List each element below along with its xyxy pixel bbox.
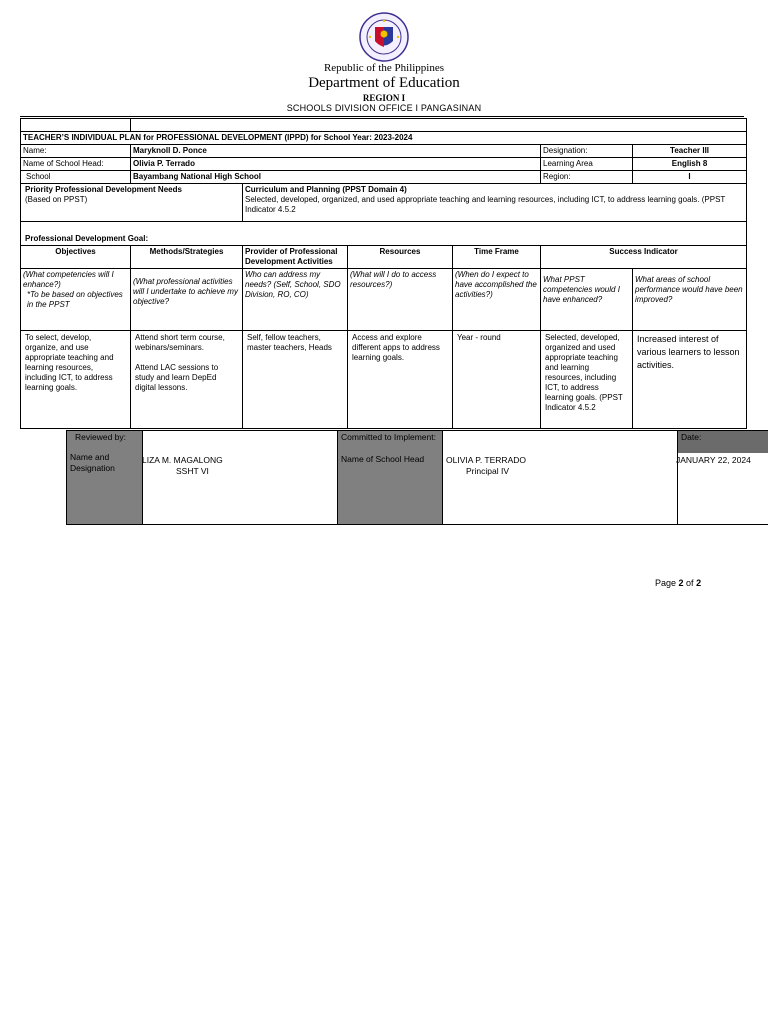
reviewed-by-cell: [67, 431, 143, 525]
school-head-title: Principal IV: [466, 466, 509, 476]
priority-domain: Curriculum and Planning (PPST Domain 4): [245, 185, 407, 194]
review-table: [66, 430, 768, 525]
date-cell: [678, 431, 768, 525]
reviewer-cell: [143, 431, 338, 525]
guide-success-school: What areas of school performance would have been improved?: [633, 269, 747, 331]
page-number: [655, 578, 701, 588]
entry-methods: [131, 331, 243, 429]
entry-resources: Access and explore different apps to address learning goals.: [348, 331, 453, 429]
col-objectives: Objectives: [21, 246, 131, 269]
priority-needs-detail: [243, 184, 747, 222]
priority-description: Selected, developed, organized, and used appropriate teaching and learning resources, including ICT, to address learning goals. (PPST Indicator 4.5.2: [245, 195, 726, 214]
entry-objectives: To select, develop, organize, and use appropriate teaching and learning resources, including ICT, to address learning goals.: [21, 331, 131, 429]
school-head-label: Name of School Head:: [21, 158, 131, 171]
priority-needs-cell: [21, 184, 243, 222]
designation-value: Teacher III: [633, 145, 747, 158]
school-label: School: [21, 171, 131, 184]
guide-objectives-question: (What competencies will I enhance?): [23, 270, 114, 289]
reviewer-name: LIZA M. MAGALONG: [142, 455, 223, 465]
name-designation-label: Name and Designation: [70, 452, 115, 473]
learning-area-label: Learning Area: [541, 158, 633, 171]
col-success: Success Indicator: [541, 246, 747, 269]
header-region: REGION I: [362, 93, 406, 103]
school-value: Bayambang National High School: [131, 171, 541, 184]
guide-resources: (What will I do to access resources?): [348, 269, 453, 331]
entry-timeframe: Year - round: [453, 331, 541, 429]
col-resources: Resources: [348, 246, 453, 269]
learning-area-value: English 8: [633, 158, 747, 171]
date-value: JANUARY 22, 2024: [676, 455, 751, 465]
header-department: Department of Education: [308, 75, 460, 91]
header-divider: [20, 116, 744, 117]
school-head-sign-label: Name of School Head: [341, 454, 425, 464]
guide-timeframe: (When do I expect to have accomplished the activities?): [453, 269, 541, 331]
designation-label: Designation:: [541, 145, 633, 158]
priority-needs-label: Priority Professional Development Needs: [25, 185, 182, 194]
region-value: I: [633, 171, 747, 184]
name-label: Name:: [21, 145, 131, 158]
guide-success-ppst: What PPST competencies would I have enhanced?: [541, 269, 633, 331]
col-provider: Provider of Professional Development Activities: [243, 246, 348, 269]
header-division: SCHOOLS DIVISION OFFICE I PANGASINAN: [286, 103, 482, 113]
page-total: 2: [696, 578, 702, 588]
page-current: 2: [678, 578, 684, 588]
header-republic: Republic of the Philippines: [323, 62, 445, 74]
blank-cell: [21, 119, 131, 132]
goal-label: Professional Development Goal:: [25, 234, 149, 243]
page-of: of: [683, 578, 697, 588]
entry-methods-1: Attend short term course, webinars/seminars.: [135, 333, 225, 352]
entry-success-ppst: Selected, developed, organized and used appropriate teaching and learning resources, including ICT, to address learning goals. (PPST Indicator 4.5.2: [541, 331, 633, 429]
entry-provider: Self, fellow teachers, master teachers, Heads: [243, 331, 348, 429]
guide-objectives: [21, 269, 131, 331]
reviewer-title: SSHT VI: [176, 466, 209, 476]
deped-seal-logo: [359, 12, 409, 62]
school-head-value: Olivia P. Terrado: [131, 158, 541, 171]
guide-objectives-note: *To be based on objectives in the PPST: [27, 290, 123, 309]
committed-cell: [338, 431, 443, 525]
guide-methods: (What professional activities will I undertake to achieve my objective?: [131, 269, 243, 331]
goal-row: [21, 222, 747, 246]
page-prefix: Page: [655, 578, 679, 588]
priority-needs-sub: (Based on PPST): [25, 195, 88, 204]
region-label: Region:: [541, 171, 633, 184]
school-head-sign-cell: [443, 431, 678, 525]
entry-success-school: Increased interest of various learners to lesson activities.: [633, 331, 747, 429]
date-label: Date:: [678, 431, 768, 453]
col-methods: Methods/Strategies: [131, 246, 243, 269]
guide-provider: Who can address my needs? (Self, School, SDO Division, RO, CO): [243, 269, 348, 331]
ippd-table: [20, 118, 747, 429]
committed-label: Committed to Implement:: [341, 432, 436, 442]
name-value: Maryknoll D. Ponce: [131, 145, 541, 158]
col-timeframe: Time Frame: [453, 246, 541, 269]
blank-cell: [131, 119, 747, 132]
entry-methods-2: Attend LAC sessions to study and learn DepEd digital lessons.: [135, 363, 219, 392]
reviewed-by-label: Reviewed by:: [75, 432, 127, 442]
form-title: TEACHER’S INDIVIDUAL PLAN for PROFESSIONAL DEVELOPMENT (IPPD) for School Year: 2023-2024: [21, 132, 747, 145]
school-head-name: OLIVIA P. TERRADO: [446, 455, 526, 465]
